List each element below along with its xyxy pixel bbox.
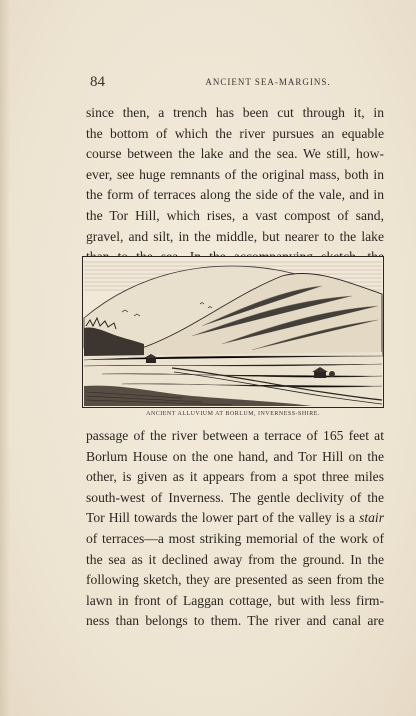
paragraph-top xyxy=(86,103,384,268)
text-fragment: Tor Hill towards the lower part of the valley is a xyxy=(86,510,355,526)
figure-caption: ANCIENT ALLUVIUM AT BORLUM, INVERNESS-SHIRE. xyxy=(146,411,320,417)
text-line: the bottom of which the river pursues an equable xyxy=(86,125,384,141)
text-line xyxy=(86,508,384,529)
page-header xyxy=(90,74,386,94)
paragraph-bottom xyxy=(86,426,384,632)
text-line: the Tor Hill, which rises, a vast compost of sand, xyxy=(86,207,384,223)
landscape-engraving xyxy=(82,256,384,408)
text-line: ness than belongs to them. The river and canal are xyxy=(86,613,384,629)
text-line: of terraces—a most striking memorial of the work of xyxy=(86,530,384,546)
page-number: 84 xyxy=(90,74,105,90)
text-line: ever, see huge remnants of the original mass, both in xyxy=(86,166,384,182)
running-head: ANCIENT SEA-MARGINS. xyxy=(205,77,331,87)
text-line: passage of the river between a terrace of 165 feet at xyxy=(86,428,384,443)
text-line: south-west of Inverness. The gentle declivity of the xyxy=(86,489,384,505)
text-line: gravel, and silt, in the middle, but nearer to the lake xyxy=(86,228,384,244)
italic-word: stair xyxy=(359,510,384,526)
text-line: the form of terraces along the side of the vale, and in xyxy=(86,187,384,203)
page-gutter-shadow xyxy=(0,0,10,716)
text-line: following sketch, they are presented as seen from the xyxy=(86,572,384,588)
text-line: since then, a trench has been cut through it, in xyxy=(86,105,384,120)
text-line: other, is given as it appears from a spot three miles xyxy=(86,469,384,485)
text-line: the sea as it declined away from the ground. In the xyxy=(86,551,384,567)
text-line: Borlum House on the one hand, and Tor Hill on the xyxy=(86,448,384,464)
text-line: lawn in front of Laggan cottage, but with less firm- xyxy=(86,592,384,608)
text-line: course between the lake and the sea. We still, how- xyxy=(86,146,384,162)
